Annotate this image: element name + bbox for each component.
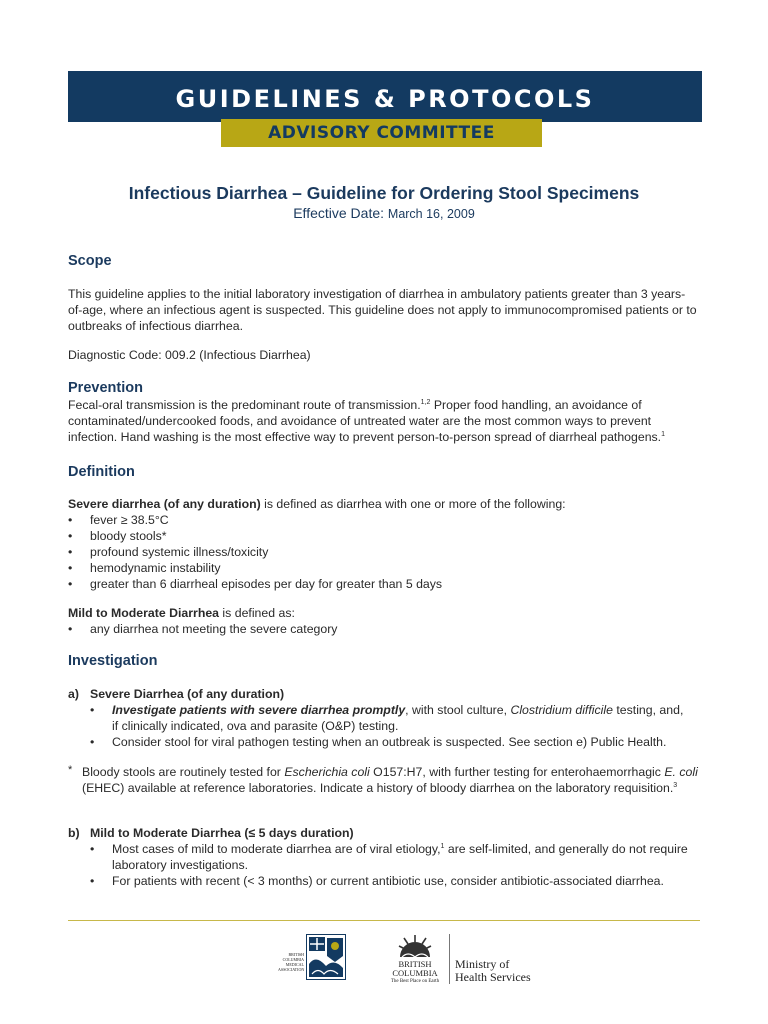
footnote-text-3: (EHEC) available at reference laboratories. Indicate a history of bloody diarrhea on the laboratory requisition. (82, 781, 674, 795)
list-item: • greater than 6 diarrheal episodes per day for greater than 5 days (68, 576, 708, 592)
severe-criteria-list (68, 512, 708, 592)
footnote-italic-1: Escherichia coli (284, 765, 370, 779)
section-a-italic: Clostridium difficile (510, 703, 613, 717)
bcma-logo-icon (306, 934, 346, 980)
list-item: • any diarrhea not meeting the severe category (68, 621, 708, 637)
prevention-text-2: Proper food handling, an avoidance of contaminated/undercooked foods, and avoidance of untreated water are the most common ways to prevent infection. Hand washing is the most effective way to prevent person-to-person spread of diarrheal pathogens. (68, 398, 662, 444)
ministry-line-2: Health Services (455, 970, 531, 984)
section-a-title: Severe Diarrhea (of any duration) (90, 687, 285, 701)
footer-divider (68, 920, 700, 921)
section-b-list (90, 841, 688, 889)
footnote-star: * (68, 764, 73, 776)
list-item (90, 702, 688, 734)
section-a-text-2: testing, and, if clinically indicated, ova and parasite (O&P) testing. (112, 703, 684, 733)
bc-tagline: The Best Place on Earth (390, 979, 440, 984)
footnote-text-2: O157:H7, with further testing for enterohaemorrhagic (369, 765, 665, 779)
section-b-label: b) (68, 826, 80, 840)
list-item: • fever ≥ 38.5°C (68, 512, 708, 528)
scope-text: This guideline applies to the initial laboratory investigation of diarrhea in ambulatory patients greater than 3 years-of-age, where an infectious agent is suspected. This guideline does not apply to immunocompromised patients or to outbreaks of infectious diarrhea. (68, 287, 697, 333)
severe-definition (68, 496, 708, 592)
severe-text: is defined as diarrhea with one or more of the following: (260, 497, 566, 511)
bcma-line: COLUMBIA (282, 957, 304, 962)
prevention-text (68, 397, 696, 445)
ministry-name (455, 958, 555, 984)
ministry-line-1: Ministry of (455, 957, 510, 971)
mild-label: Mild to Moderate Diarrhea (68, 606, 220, 620)
logo-divider (449, 934, 450, 984)
section-b-title: Mild to Moderate Diarrhea (≤ 5 days duration) (90, 826, 354, 840)
document-title: Infectious Diarrhea – Guideline for Ordering Stool Specimens (128, 183, 640, 203)
list-item: • hemodynamic instability (68, 560, 708, 576)
list-item: • For patients with recent (< 3 months) or current antibiotic use, consider antibiotic-associated diarrhea. (90, 873, 688, 889)
diagnostic-code: Diagnostic Code: 009.2 (Infectious Diarrhea) (68, 348, 311, 362)
mild-text: is defined as: (219, 606, 295, 620)
investigation-heading: Investigation (68, 653, 158, 669)
bcma-line: BRITISH (288, 952, 304, 957)
section-a-emphasis: Investigate patients with severe diarrhea promptly (112, 703, 406, 717)
section-b-text-2: are self-limited, and generally do not require laboratory investigations. (112, 842, 688, 872)
prevention-heading: Prevention (68, 380, 143, 396)
bcma-line: MEDICAL (285, 962, 304, 967)
effective-date (0, 205, 768, 221)
severe-label: Severe diarrhea (of any duration) (68, 497, 261, 511)
bcma-line: ASSOCIATION (278, 967, 305, 972)
list-item (90, 841, 688, 873)
list-item: • Consider stool for viral pathogen testing when an outbreak is suspected. See section e) Public Health. (90, 734, 688, 750)
investigation-section-a (68, 686, 688, 750)
section-a-list (90, 702, 688, 750)
effective-date-value: March 16, 2009 (387, 207, 475, 221)
definition-heading: Definition (68, 464, 135, 480)
investigation-section-b (68, 825, 688, 889)
bc-name: BRITISH COLUMBIA (392, 959, 438, 978)
guidelines-banner: GUIDELINES & PROTOCOLS (68, 71, 702, 122)
list-item: • bloody stools* (68, 528, 708, 544)
effective-date-label: Effective Date: (293, 205, 385, 221)
bloody-stools-footnote (68, 764, 700, 796)
prevention-ref-1: 1,2 (420, 399, 431, 406)
bcma-logo-text (278, 952, 304, 972)
bc-logo-text (385, 960, 445, 985)
list-item: • profound systemic illness/toxicity (68, 544, 708, 560)
prevention-text-1: Fecal-oral transmission is the predominant route of transmission. (68, 398, 421, 412)
mild-definition (68, 605, 708, 637)
bc-sun-logo-icon (398, 933, 432, 959)
footnote-text-1: Bloody stools are routinely tested for (82, 765, 285, 779)
section-a-text: , with stool culture, (405, 703, 511, 717)
footnote-italic-2: E. coli (664, 765, 698, 779)
section-b-text-1: Most cases of mild to moderate diarrhea are of viral etiology, (112, 842, 441, 856)
advisory-committee-banner: ADVISORY COMMITTEE (221, 119, 542, 147)
scope-heading: Scope (68, 253, 112, 269)
mild-criteria-list (68, 621, 708, 637)
prevention-ref-2: 1 (661, 431, 666, 438)
section-b-ref: 1 (440, 843, 445, 850)
section-a-label: a) (68, 687, 79, 701)
footnote-ref: 3 (673, 782, 678, 789)
